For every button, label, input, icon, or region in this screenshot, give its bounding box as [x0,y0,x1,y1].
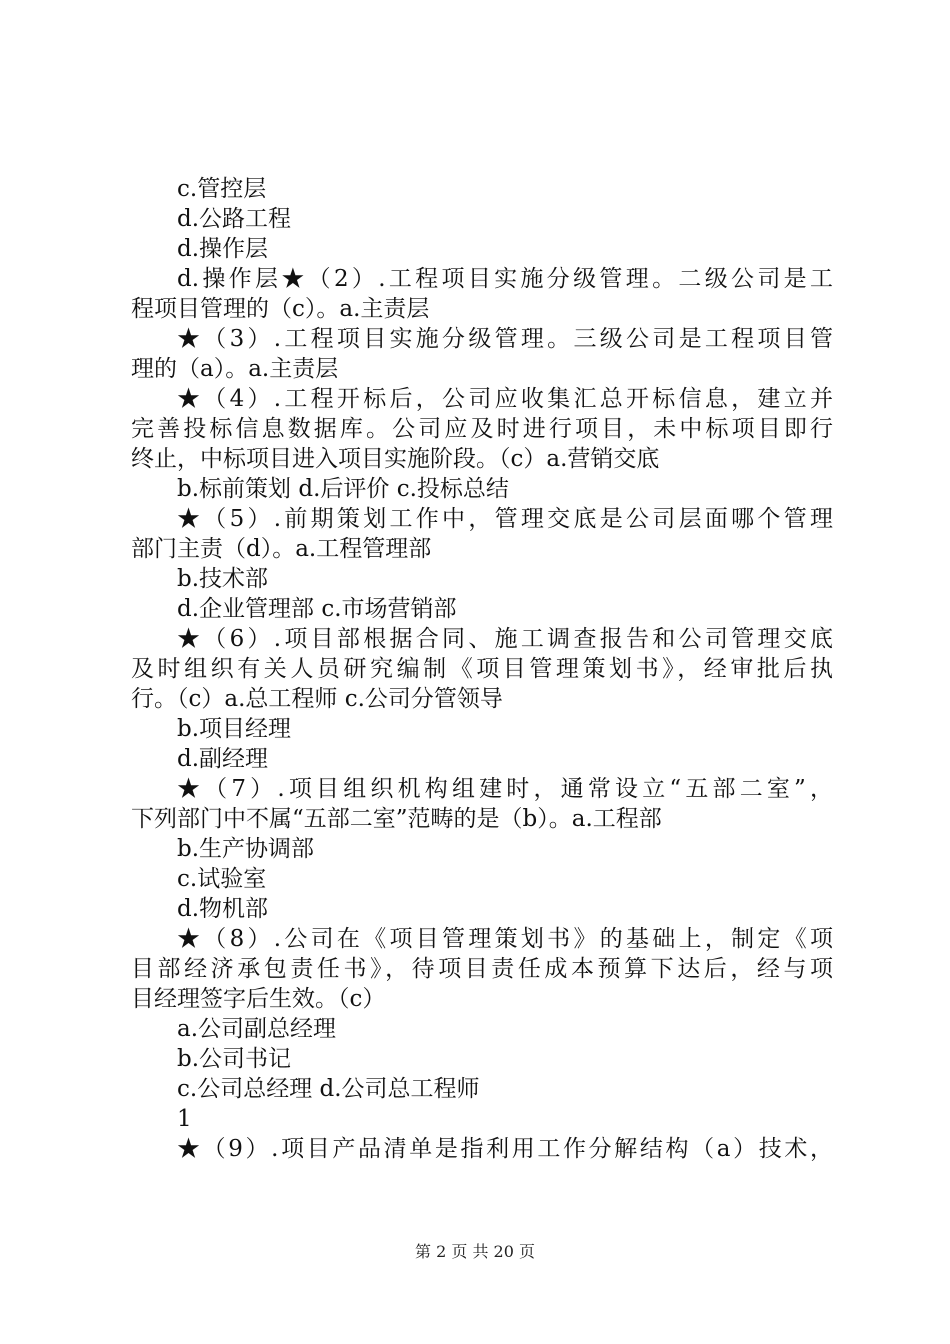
text-line: b.项目经理 [177,716,292,742]
text-line: 理的（a）。a.主责层 [131,356,339,382]
text-line: d.公路工程 [177,206,292,232]
text-line: 行。（c）a.总工程师 c.公司分管领导 [131,686,503,712]
text-line: d.操作层★（2）.工程项目实施分级管理。二级公司是工 [177,266,833,292]
document-body [131,174,833,1164]
text-line: ★（8）.公司在《项目管理策划书》的基础上，制定《项 [177,926,833,952]
text-line: c.公司总经理 d.公司总工程师 [177,1076,480,1102]
text-line: 完善投标信息数据库。公司应及时进行项目，未中标项目即行 [131,416,833,442]
text-line: 及时组织有关人员研究编制《项目管理策划书》，经审批后执 [131,656,833,682]
text-line: b.标前策划 d.后评价 c.投标总结 [177,476,509,502]
text-line: 目经理签字后生效。（c） [131,986,386,1012]
text-line: d.副经理 [177,746,269,772]
text-line: 下列部门中不属“五部二室”范畴的是（b）。a.工程部 [131,806,662,832]
text-line: ★（3）.工程项目实施分级管理。三级公司是工程项目管 [177,326,833,352]
text-line: d.企业管理部 c.市场营销部 [177,596,457,622]
text-line: 程项目管理的（c）。a.主责层 [131,296,430,322]
text-line: b.技术部 [177,566,269,592]
page-number-inline: 1 [177,1106,192,1132]
text-line: 终止，中标项目进入项目实施阶段。（c）a.营销交底 [131,446,660,472]
text-line: ★（5）.前期策划工作中，管理交底是公司层面哪个管理 [177,506,833,532]
text-line: ★（9）.项目产品清单是指利用工作分解结构（a）技术， [177,1136,833,1162]
text-line: d.物机部 [177,896,269,922]
page-footer: 第 2 页 共 20 页 [415,1242,535,1261]
text-line: b.公司书记 [177,1046,292,1072]
text-line: ★（7）.项目组织机构组建时，通常设立“五部二室”， [177,776,833,802]
text-line: a.公司副总经理 [177,1016,337,1042]
text-line: c.管控层 [177,176,267,202]
text-line: 部门主责（d）。a.工程管理部 [131,536,432,562]
text-line: 目部经济承包责任书》，待项目责任成本预算下达后，经与项 [131,956,833,982]
text-line: ★（6）.项目部根据合同、施工调查报告和公司管理交底 [177,626,833,652]
text-line: d.操作层 [177,236,269,262]
text-line: ★（4）.工程开标后，公司应收集汇总开标信息，建立并 [177,386,833,412]
text-line: b.生产协调部 [177,836,315,862]
text-line: c.试验室 [177,866,267,892]
